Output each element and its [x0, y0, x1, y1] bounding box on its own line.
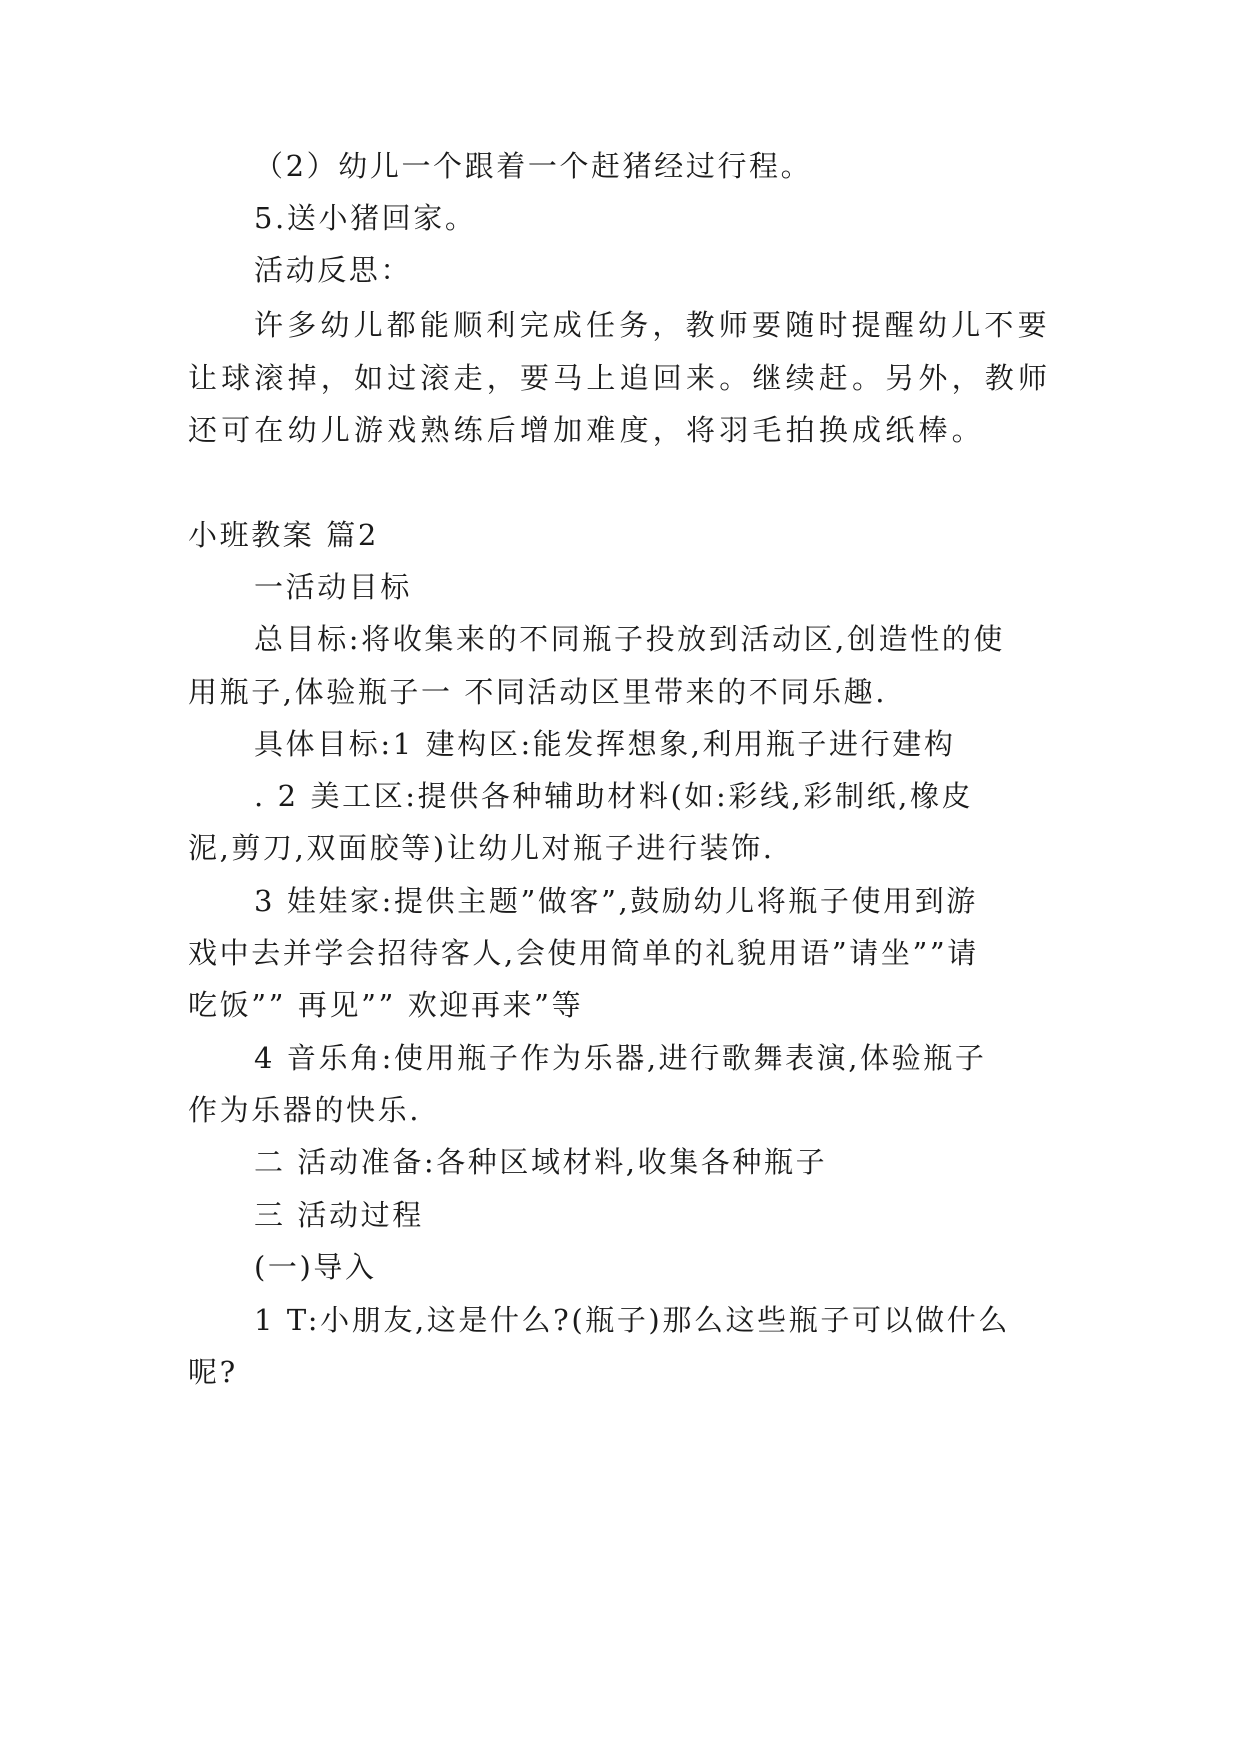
reflection-line: 还可在幼儿游戏熟练后增加难度，将羽毛拍换成纸棒。 [188, 413, 985, 447]
specific-goal-1: 具体目标:1 建构区:能发挥想象,利用瓶子进行建构 [254, 727, 956, 761]
preparation: 二 活动准备:各种区域材料,收集各种瓶子 [254, 1145, 828, 1179]
reflection-line: 许多幼儿都能顺利完成任务，教师要随时提醒幼儿不要 [254, 308, 1051, 342]
reflection-heading: 活动反思： [254, 253, 413, 287]
overall-goal-line: 总目标:将收集来的不同瓶子投放到活动区,创造性的使 [254, 622, 1005, 656]
goal-heading: 一活动目标 [254, 570, 413, 604]
specific-goal-4-line: 作为乐器的快乐. [188, 1093, 422, 1127]
specific-goal-3-line: 戏中去并学会招待客人,会使用简单的礼貌用语”请坐””请 [188, 936, 979, 970]
paragraph-step-5: 5.送小猪回家。 [254, 201, 477, 235]
section-title: 小班教案 篇2 [188, 518, 379, 552]
reflection-line: 让球滚掉，如过滚走，要马上追回来。继续赶。另外，教师 [188, 361, 1052, 395]
intro-question-line: 1 T:小朋友,这是什么?(瓶子)那么这些瓶子可以做什么 [254, 1303, 1010, 1337]
specific-goal-2-line: 泥,剪刀,双面胶等)让幼儿对瓶子进行装饰. [188, 831, 775, 865]
paragraph-step-2: （2）幼儿一个跟着一个赶猪经过行程。 [254, 149, 813, 183]
specific-goal-3-line: 吃饭”” 再见”” 欢迎再来”等 [188, 988, 584, 1022]
specific-goal-4-line: 4 音乐角:使用瓶子作为乐器,进行歌舞表演,体验瓶子 [254, 1041, 987, 1075]
intro-question-line: 呢? [188, 1355, 238, 1389]
specific-goal-2-line: . 2 美工区:提供各种辅助材料(如:彩线,彩制纸,橡皮 [254, 779, 974, 813]
intro-heading: (一)导入 [254, 1250, 377, 1284]
specific-goal-3-line: 3 娃娃家:提供主题”做客”,鼓励幼儿将瓶子使用到游 [254, 884, 978, 918]
overall-goal-line: 用瓶子,体验瓶子一 不同活动区里带来的不同乐趣. [188, 675, 888, 709]
process-heading: 三 活动过程 [254, 1198, 424, 1232]
